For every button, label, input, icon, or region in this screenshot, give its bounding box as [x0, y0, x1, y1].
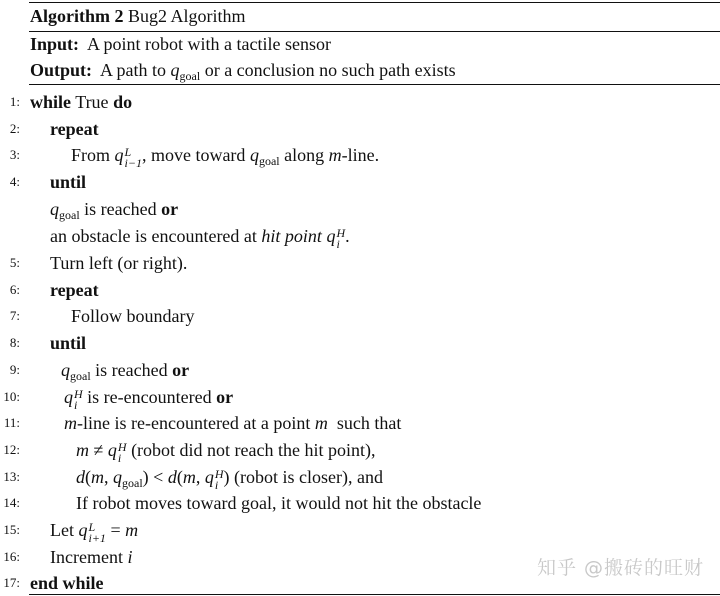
code-text: Increment — [50, 547, 123, 567]
code-text: is reached — [84, 199, 157, 219]
line-code — [71, 303, 195, 329]
output-var: q — [170, 60, 180, 80]
title-rule — [29, 31, 720, 32]
line-code — [76, 464, 383, 491]
keyword: or — [216, 387, 234, 407]
math-var: q — [50, 199, 59, 219]
line-code — [30, 89, 132, 115]
line-number: 12: — [3, 442, 20, 457]
algorithm-name: Bug2 Algorithm — [128, 6, 246, 26]
code-text: such that — [336, 413, 402, 433]
math-var: d — [76, 467, 85, 487]
code-text: -line. — [341, 145, 380, 165]
top-rule — [29, 2, 720, 3]
math-var: m — [314, 413, 328, 433]
math-sub: i — [74, 398, 78, 412]
math-var: m — [182, 467, 196, 487]
keyword: until — [50, 172, 87, 192]
code-text: an obstacle is encountered at — [50, 226, 257, 246]
io-rule — [29, 84, 720, 85]
input-text: A point robot with a tactile sensor — [87, 34, 332, 54]
keyword: while — [30, 92, 72, 112]
line-number: 11: — [3, 415, 20, 430]
math-var: q — [249, 145, 259, 165]
keyword: or — [161, 199, 179, 219]
line-code — [50, 116, 99, 142]
watermark: 知乎 @搬砖的旺财 — [536, 557, 704, 579]
math-var: q — [326, 226, 336, 246]
line-code — [50, 250, 187, 276]
keyword: do — [113, 92, 133, 112]
math-supsub — [336, 228, 345, 250]
math-var: m — [76, 440, 89, 460]
line-code — [76, 437, 376, 464]
line-number: 17: — [3, 575, 20, 590]
keyword: repeat — [50, 280, 99, 300]
math-op: < — [153, 467, 164, 487]
math-sub: i — [117, 451, 122, 465]
line-number: 5: — [9, 255, 20, 270]
keyword: end while — [30, 573, 104, 593]
line-code — [50, 196, 178, 222]
code-text: Turn left (or right). — [50, 253, 188, 273]
output-sub: goal — [179, 69, 201, 83]
math-supsub — [118, 442, 127, 464]
keyword: until — [50, 333, 87, 353]
line-number: 15: — [3, 522, 20, 537]
output-text-b: or a conclusion no such path exists — [204, 60, 456, 80]
math-sup: H — [117, 440, 127, 454]
code-text: is reached — [95, 360, 168, 380]
line-number: 16: — [3, 549, 20, 564]
output-text-a: A path to — [100, 60, 167, 80]
math-var: m — [64, 413, 77, 433]
math-var: m — [328, 145, 342, 165]
line-code — [50, 330, 86, 356]
math-op: ) — [223, 467, 230, 487]
math-op: , — [104, 467, 109, 487]
line-number: 2: — [9, 121, 20, 136]
line-number: 7: — [9, 308, 20, 323]
math-var: q — [61, 360, 70, 380]
output-label: Output: — [30, 60, 93, 80]
line-number: 6: — [9, 282, 20, 297]
line-code — [76, 490, 481, 516]
math-var: q — [78, 520, 88, 540]
line-number: 9: — [9, 362, 20, 377]
math-op: = — [110, 520, 121, 540]
line-code — [50, 517, 138, 544]
line-number: 4: — [9, 174, 20, 189]
line-number: 14: — [3, 495, 20, 510]
code-text: If robot moves toward goal, it would not hit the obstacle — [76, 493, 482, 513]
algorithm-title — [30, 5, 246, 27]
line-number: 3: — [9, 147, 20, 162]
output-line — [30, 59, 456, 81]
line-code — [50, 544, 132, 570]
math-var: m — [125, 520, 139, 540]
math-sub: goal — [122, 476, 143, 490]
line-code — [64, 410, 401, 436]
math-var: q — [107, 440, 117, 460]
line-code — [61, 357, 189, 383]
math-supsub — [74, 389, 83, 411]
math-sub: i — [336, 237, 340, 251]
code-italic: hit point — [261, 226, 322, 246]
code-text: -line is re-encountered at a point — [77, 413, 311, 433]
math-op: ( — [176, 467, 183, 487]
math-sub: i — [214, 478, 219, 492]
line-code — [30, 570, 104, 596]
math-var: m — [91, 467, 104, 487]
math-var: i — [127, 547, 133, 567]
math-var: q — [204, 467, 214, 487]
line-number: 1: — [9, 94, 20, 109]
math-sub: i−1 — [124, 156, 142, 170]
code-text: True — [75, 92, 109, 112]
code-text: , move toward — [141, 145, 246, 165]
keyword: or — [172, 360, 190, 380]
algorithm-label: Algorithm 2 — [30, 6, 124, 26]
math-var: q — [64, 387, 73, 407]
math-supsub — [89, 522, 106, 544]
input-line — [30, 33, 331, 55]
math-sub: i+1 — [88, 531, 106, 545]
math-op: ≠ — [93, 440, 104, 460]
input-label: Input: — [30, 34, 80, 54]
math-var: d — [167, 467, 177, 487]
line-number: 8: — [9, 335, 20, 350]
line-code — [64, 384, 233, 411]
math-sup: H — [336, 226, 346, 240]
math-op: , — [195, 467, 201, 487]
code-text: is re-encountered — [87, 387, 212, 407]
code-text: (robot is closer), and — [234, 467, 383, 487]
code-text: From — [71, 145, 111, 165]
math-sub: goal — [258, 154, 280, 168]
code-text: Let — [50, 520, 74, 540]
math-sub: goal — [59, 208, 80, 222]
math-sup: L — [124, 145, 132, 159]
code-text: . — [345, 226, 350, 246]
math-var: q — [114, 145, 124, 165]
math-sup: L — [88, 520, 96, 534]
code-text: (robot did not reach the hit point), — [131, 440, 376, 460]
math-op: ) — [142, 467, 149, 487]
keyword: repeat — [50, 119, 99, 139]
line-code — [50, 277, 99, 303]
line-number: 13: — [3, 469, 20, 484]
line-code — [50, 223, 350, 250]
line-code — [71, 142, 379, 169]
math-var: q — [113, 467, 122, 487]
line-number: 10: — [3, 389, 20, 404]
code-text: along — [284, 145, 325, 165]
math-op: ( — [85, 467, 91, 487]
code-text: Follow boundary — [71, 306, 195, 326]
math-supsub — [215, 469, 224, 491]
math-sup: H — [214, 467, 224, 481]
line-code — [50, 169, 86, 195]
math-sup: H — [74, 387, 83, 401]
math-sub: goal — [70, 369, 91, 383]
math-supsub — [125, 147, 142, 169]
